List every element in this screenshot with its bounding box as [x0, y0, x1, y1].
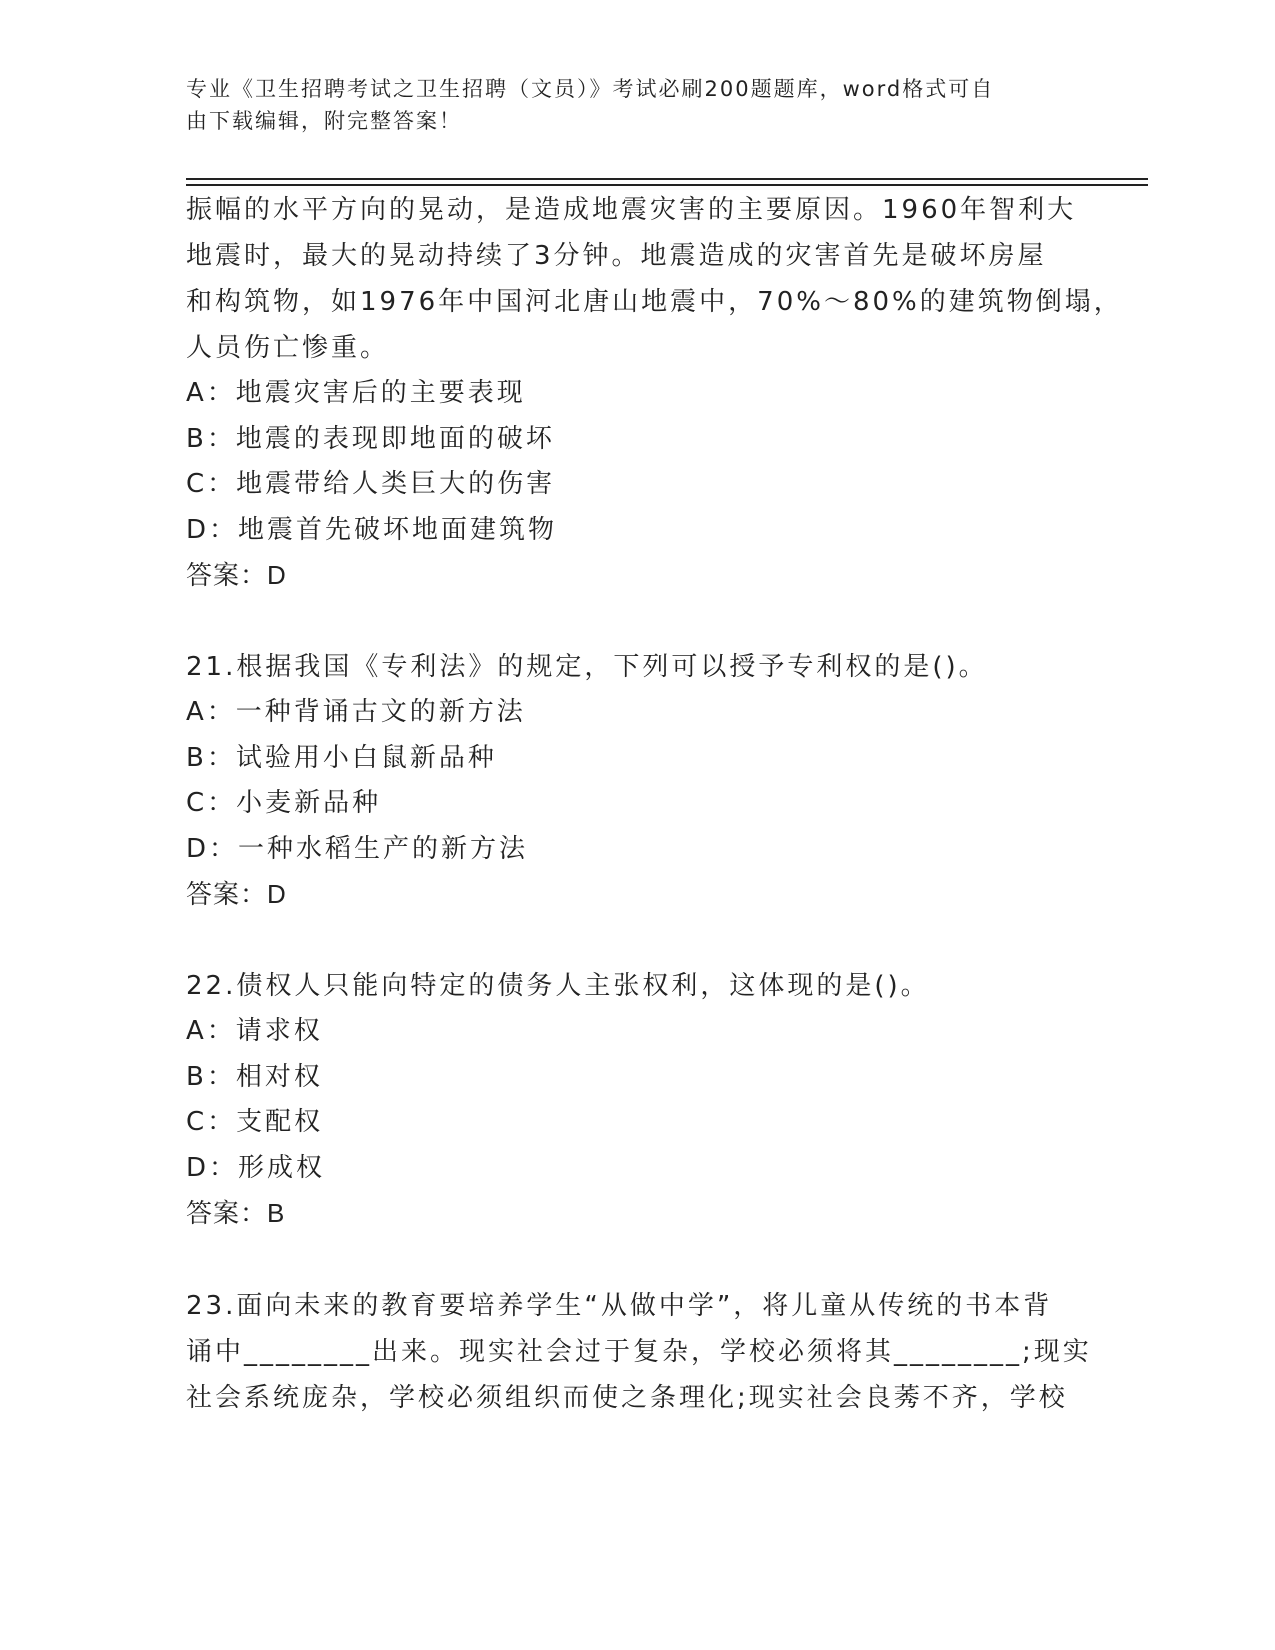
option-b: B：地震的表现即地面的破坏 [186, 423, 555, 454]
spacer [186, 1237, 1086, 1283]
option-a: A：一种背诵古文的新方法 [186, 697, 526, 727]
option-d: D：一种水稻生产的新方法 [186, 833, 529, 864]
passage-line: 地震时，最大的晃动持续了3分钟。地震造成的灾害首先是破坏房屋 [186, 241, 1047, 271]
option-b: B：试验用小白鼠新品种 [186, 742, 497, 773]
document-header [186, 73, 1066, 137]
passage-line: 振幅的水平方向的晃动，是造成地震灾害的主要原因。1960年智利大 [186, 195, 1077, 225]
question-20-continued [186, 187, 1123, 599]
answer: 答案：B [186, 1198, 286, 1228]
question-stem: 21.根据我国《专利法》的规定，下列可以授予专利权的是()。 [186, 651, 988, 682]
passage-line: 和构筑物，如1976年中国河北唐山地震中，70%～80%的建筑物倒塌， [186, 287, 1123, 317]
header-line-2: 由下载编辑，附完整答案！ [186, 109, 462, 133]
spacer [186, 918, 1086, 964]
option-d: D：地震首先破坏地面建筑物 [186, 514, 558, 545]
answer: 答案：D [186, 560, 287, 590]
header-rule-bottom [186, 184, 1148, 186]
spacer [186, 599, 1086, 645]
option-a: A：地震灾害后的主要表现 [186, 378, 526, 408]
question-stem-line: 诵中________出来。现实社会过于复杂，学校必须将其________;现实 [186, 1336, 1092, 1367]
option-b: B：相对权 [186, 1061, 323, 1092]
document-body [186, 187, 1123, 1421]
option-c: C：地震带给人类巨大的伤害 [186, 469, 556, 499]
option-c: C：支配权 [186, 1107, 324, 1137]
header-line-1: 专业《卫生招聘考试之卫生招聘（文员）》考试必刷200题题库，word格式可自 [186, 77, 995, 101]
option-c: C：小麦新品种 [186, 788, 382, 818]
question-22 [186, 964, 1086, 1237]
question-stem-line: 社会系统庞杂，学校必须组织而使之条理化;现实社会良莠不齐，学校 [186, 1382, 1068, 1413]
passage-line: 人员伤亡惨重。 [186, 333, 390, 363]
option-a: A：请求权 [186, 1016, 323, 1046]
question-23 [186, 1283, 1092, 1421]
header-rule-top [186, 178, 1148, 180]
option-d: D：形成权 [186, 1152, 326, 1183]
question-stem: 22.债权人只能向特定的债务人主张权利，这体现的是()。 [186, 970, 930, 1001]
question-stem-line: 23.面向未来的教育要培养学生“从做中学”，将儿童从传统的书本背 [186, 1290, 1053, 1321]
question-21 [186, 645, 1086, 918]
answer: 答案：D [186, 879, 287, 909]
